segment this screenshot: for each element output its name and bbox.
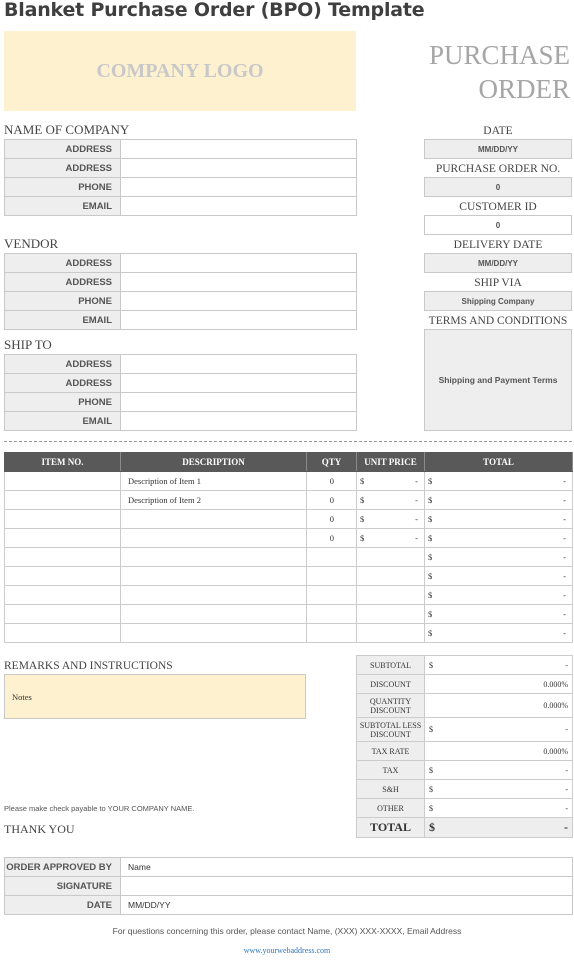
line-total-value: - <box>563 628 566 638</box>
ship-to-row-address-2 <box>5 374 357 393</box>
company-row-phone <box>5 178 357 197</box>
company-address-2-field[interactable] <box>121 159 357 178</box>
qty-cell[interactable] <box>307 548 357 567</box>
col-header-item-no: ITEM NO. <box>5 453 121 472</box>
company-row-email <box>5 197 357 216</box>
remarks-heading: REMARKS AND INSTRUCTIONS <box>4 660 173 672</box>
qty-cell[interactable] <box>307 567 357 586</box>
currency-symbol: $ <box>429 784 433 794</box>
line-total-value: - <box>563 495 566 505</box>
totals-value-cell[interactable] <box>425 656 573 675</box>
totals-label: TAX RATE <box>357 742 425 761</box>
ship-to-phone-field[interactable] <box>121 393 357 412</box>
currency-symbol: $ <box>429 765 433 775</box>
company-heading: NAME OF COMPANY <box>4 122 130 137</box>
field-label: EMAIL <box>5 311 121 330</box>
table-row <box>5 510 573 529</box>
totals-label: S&H <box>357 780 425 799</box>
table-row <box>5 567 573 586</box>
unit-price-cell[interactable] <box>357 472 425 491</box>
approval-label: DATE <box>5 896 121 915</box>
currency-symbol: $ <box>428 514 433 524</box>
unit-price-value: - <box>415 476 418 486</box>
currency-symbol: $ <box>360 495 365 505</box>
customer-id-label: CUSTOMER ID <box>459 201 537 213</box>
company-row-address-2 <box>5 159 357 178</box>
vendor-address-2-field[interactable] <box>121 273 357 292</box>
field-label: EMAIL <box>5 412 121 431</box>
unit-price-cell[interactable] <box>357 529 425 548</box>
vendor-row-address-1 <box>5 254 357 273</box>
qty-cell[interactable] <box>307 586 357 605</box>
table-row <box>5 548 573 567</box>
totals-value: 0.000% <box>543 701 568 710</box>
company-logo-placeholder: COMPANY LOGO <box>4 31 356 111</box>
currency-symbol: $ <box>429 725 433 734</box>
customer-id-field[interactable]: 0 <box>424 215 572 235</box>
field-label: PHONE <box>5 178 121 197</box>
totals-label: DISCOUNT <box>357 675 425 694</box>
description-cell[interactable] <box>121 624 307 643</box>
approval-row <box>5 896 573 915</box>
field-label: ADDRESS <box>5 355 121 374</box>
col-header-description: DESCRIPTION <box>121 453 307 472</box>
vendor-heading: VENDOR <box>4 236 59 251</box>
currency-symbol: $ <box>428 609 433 619</box>
line-total-value: - <box>563 552 566 562</box>
line-total-value: - <box>563 571 566 581</box>
totals-value-cell[interactable] <box>425 799 573 818</box>
total-cell <box>425 510 573 529</box>
totals-row <box>357 780 573 799</box>
totals-value-cell[interactable] <box>425 742 573 761</box>
currency-symbol: $ <box>429 820 435 834</box>
approval-date-field[interactable]: MM/DD/YY <box>121 896 573 915</box>
approval-label: SIGNATURE <box>5 877 121 896</box>
table-row <box>5 529 573 548</box>
delivery-date-label: DELIVERY DATE <box>453 239 543 251</box>
qty-cell[interactable]: 0 <box>307 529 357 548</box>
signature-field[interactable] <box>121 877 573 896</box>
qty-cell[interactable]: 0 <box>307 472 357 491</box>
qty-cell[interactable]: 0 <box>307 491 357 510</box>
website-link[interactable]: www.yourwebaddress.com <box>243 946 331 955</box>
delivery-date-field[interactable]: MM/DD/YY <box>424 253 572 273</box>
approval-row <box>5 858 573 877</box>
item-no-cell[interactable] <box>5 472 121 491</box>
totals-table <box>356 655 573 838</box>
table-row <box>5 624 573 643</box>
unit-price-value: - <box>415 514 418 524</box>
totals-value: - <box>565 765 568 775</box>
line-items-table <box>4 452 573 643</box>
currency-symbol: $ <box>429 660 433 670</box>
total-cell <box>425 605 573 624</box>
approval-label: ORDER APPROVED BY <box>5 858 121 877</box>
unit-price-cell[interactable] <box>357 491 425 510</box>
company-row-address-1 <box>5 140 357 159</box>
total-cell <box>425 624 573 643</box>
description-cell[interactable] <box>121 586 307 605</box>
line-total-value: - <box>563 590 566 600</box>
description-cell[interactable] <box>121 548 307 567</box>
currency-symbol: $ <box>428 495 433 505</box>
totals-label: TOTAL <box>357 818 425 838</box>
totals-value-cell[interactable] <box>425 675 573 694</box>
company-email-field[interactable] <box>121 197 357 216</box>
table-row <box>5 586 573 605</box>
totals-value: - <box>564 820 568 834</box>
total-cell <box>425 491 573 510</box>
totals-row <box>357 675 573 694</box>
company-phone-field[interactable] <box>121 178 357 197</box>
line-total-value: - <box>563 476 566 486</box>
table-row <box>5 605 573 624</box>
currency-symbol: $ <box>360 514 365 524</box>
totals-value: 0.000% <box>543 746 568 756</box>
field-label: ADDRESS <box>5 159 121 178</box>
currency-symbol: $ <box>360 533 365 543</box>
approval-table <box>4 857 573 915</box>
line-total-value: - <box>563 514 566 524</box>
currency-symbol: $ <box>428 476 433 486</box>
currency-symbol: $ <box>428 571 433 581</box>
description-cell[interactable] <box>121 605 307 624</box>
totals-label: OTHER <box>357 799 425 818</box>
unit-price-value: - <box>415 533 418 543</box>
totals-value: - <box>565 784 568 794</box>
table-row <box>5 491 573 510</box>
vendor-email-field[interactable] <box>121 311 357 330</box>
total-cell <box>425 548 573 567</box>
totals-value: 0.000% <box>543 679 568 689</box>
line-total-value: - <box>563 533 566 543</box>
item-no-cell[interactable] <box>5 605 121 624</box>
unit-price-value: - <box>415 495 418 505</box>
totals-label: SUBTOTAL <box>357 656 425 675</box>
currency-symbol: $ <box>429 803 433 813</box>
qty-cell[interactable]: 0 <box>307 510 357 529</box>
totals-row <box>357 818 573 838</box>
unit-price-cell[interactable] <box>357 586 425 605</box>
totals-value: - <box>565 725 568 734</box>
check-payable-note: Please make check payable to YOUR COMPANY NAME. <box>4 804 195 813</box>
description-cell[interactable]: Description of Item 1 <box>121 472 307 491</box>
vendor-phone-field[interactable] <box>121 292 357 311</box>
company-info-table <box>4 139 357 216</box>
po-number-label: PURCHASE ORDER NO. <box>435 163 561 175</box>
totals-row <box>357 761 573 780</box>
ship-via-label: SHIP VIA <box>474 277 522 289</box>
ship-to-heading: SHIP TO <box>4 337 52 352</box>
col-header-unit-price: UNIT PRICE <box>357 453 425 472</box>
item-no-cell[interactable] <box>5 548 121 567</box>
line-total-value: - <box>563 609 566 619</box>
terms-label: TERMS AND CONDITIONS <box>428 315 568 327</box>
description-cell[interactable] <box>121 529 307 548</box>
totals-row <box>357 656 573 675</box>
totals-value: - <box>565 660 568 670</box>
vendor-info-table <box>4 253 357 330</box>
field-label: ADDRESS <box>5 140 121 159</box>
ship-to-address-1-field[interactable] <box>121 355 357 374</box>
item-no-cell[interactable] <box>5 510 121 529</box>
col-header-total: TOTAL <box>425 453 573 472</box>
currency-symbol: $ <box>428 590 433 600</box>
totals-value-cell[interactable] <box>425 761 573 780</box>
totals-value-cell[interactable] <box>425 780 573 799</box>
items-header-row <box>5 453 573 472</box>
thank-you-text: THANK YOU <box>4 822 75 836</box>
description-cell[interactable] <box>121 567 307 586</box>
description-cell[interactable] <box>121 510 307 529</box>
field-label: EMAIL <box>5 197 121 216</box>
terms-field[interactable]: Shipping and Payment Terms <box>424 329 572 431</box>
section-divider <box>4 441 572 442</box>
total-cell <box>425 586 573 605</box>
totals-row <box>357 799 573 818</box>
totals-label: SUBTOTAL LESS DISCOUNT <box>357 718 425 742</box>
col-header-qty: QTY <box>307 453 357 472</box>
ship-to-info-table <box>4 354 357 431</box>
currency-symbol: $ <box>428 552 433 562</box>
unit-price-cell[interactable] <box>357 548 425 567</box>
totals-label: TAX <box>357 761 425 780</box>
item-no-cell[interactable] <box>5 529 121 548</box>
po-number-field[interactable]: 0 <box>424 177 572 197</box>
currency-symbol: $ <box>428 533 433 543</box>
total-cell <box>425 567 573 586</box>
totals-row <box>357 718 573 742</box>
date-field[interactable]: MM/DD/YY <box>424 139 572 159</box>
field-label: ADDRESS <box>5 374 121 393</box>
vendor-row-email <box>5 311 357 330</box>
qty-cell[interactable] <box>307 605 357 624</box>
ship-to-email-field[interactable] <box>121 412 357 431</box>
ship-via-field[interactable]: Shipping Company <box>424 291 572 311</box>
totals-value: - <box>565 803 568 813</box>
ship-to-row-address-1 <box>5 355 357 374</box>
vendor-row-phone <box>5 292 357 311</box>
purchase-order-heading: PURCHASE ORDER <box>428 40 570 104</box>
currency-symbol: $ <box>360 476 365 486</box>
unit-price-cell[interactable] <box>357 510 425 529</box>
description-cell[interactable]: Description of Item 2 <box>121 491 307 510</box>
approved-by-field[interactable]: Name <box>121 858 573 877</box>
contact-info: For questions concerning this order, please contact Name, (XXX) XXX-XXXX, Email Address <box>112 926 462 936</box>
unit-price-cell[interactable] <box>357 567 425 586</box>
approval-row <box>5 877 573 896</box>
vendor-address-1-field[interactable] <box>121 254 357 273</box>
date-label: DATE <box>483 125 513 137</box>
ship-to-row-email <box>5 412 357 431</box>
item-no-cell[interactable] <box>5 491 121 510</box>
totals-row <box>357 694 573 718</box>
unit-price-cell[interactable] <box>357 605 425 624</box>
unit-price-cell[interactable] <box>357 624 425 643</box>
field-label: ADDRESS <box>5 254 121 273</box>
table-row <box>5 472 573 491</box>
item-no-cell[interactable] <box>5 586 121 605</box>
item-no-cell[interactable] <box>5 624 121 643</box>
vendor-row-address-2 <box>5 273 357 292</box>
qty-cell[interactable] <box>307 624 357 643</box>
company-address-1-field[interactable] <box>121 140 357 159</box>
currency-symbol: $ <box>428 628 433 638</box>
totals-row <box>357 742 573 761</box>
page-title: Blanket Purchase Order (BPO) Template <box>4 0 425 21</box>
ship-to-address-2-field[interactable] <box>121 374 357 393</box>
totals-value-cell[interactable] <box>425 694 573 718</box>
total-cell <box>425 529 573 548</box>
totals-label: QUANTITY DISCOUNT <box>357 694 425 718</box>
totals-value-cell[interactable] <box>425 818 573 838</box>
item-no-cell[interactable] <box>5 567 121 586</box>
ship-to-row-phone <box>5 393 357 412</box>
field-label: ADDRESS <box>5 273 121 292</box>
field-label: PHONE <box>5 393 121 412</box>
totals-value-cell[interactable] <box>425 718 573 742</box>
field-label: PHONE <box>5 292 121 311</box>
notes-field[interactable]: Notes <box>4 674 306 719</box>
total-cell <box>425 472 573 491</box>
